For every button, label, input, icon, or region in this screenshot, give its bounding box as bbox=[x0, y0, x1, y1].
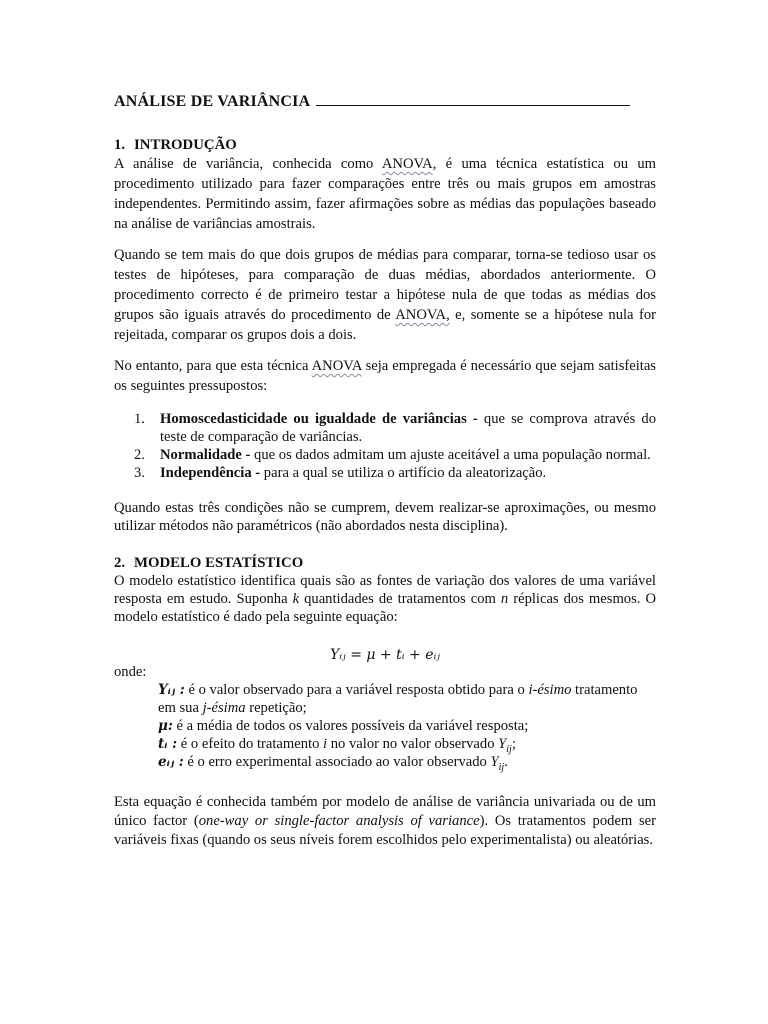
section-heading-2: 2. MODELO ESTATÍSTICO bbox=[114, 555, 304, 571]
anova-term: ANOVA bbox=[311, 358, 362, 374]
intro-paragraph-1: A análise de variância, conhecida como ANOVA, é uma técnica estatística ou um procedimento utilizado para fazer comparações entre três ou mais grupos em amostras independentes. Permitindo assim, fazer afirmações sobre as médias das populações baseado na análise de variâncias amostrais. bbox=[114, 156, 656, 232]
definition-y: Yᵢⱼ : é o valor observado para a variável resposta obtido para o i-ésimo tratamento em sua j-ésima repetição; bbox=[158, 682, 638, 716]
intro-paragraph-2: Quando se tem mais do que dois grupos de médias para comparar, torna-se tedioso usar os testes de hipóteses, para comparação de duas médias, abordados anteriormente. O procedimento correcto é de primeiro testar a hipótese nula de que todas as médias dos grupos são iguais através do procedimento de ANOVA, e, somente se a hipótese nula for rejeitada, comparar os grupos dois a dois. bbox=[114, 247, 656, 343]
model-paragraph-2: Esta equação é conhecida também por modelo de análise de variância univariada ou de um único factor (one-way or single-factor analysis of variance). Os tratamentos podem ser variáveis fixas (quando os seus níveis forem escolhidos pelo experimentalista) ou aleatórias. bbox=[114, 794, 657, 848]
onde-label: onde: bbox=[114, 664, 147, 680]
list-item: 3. Independência - para a qual se utiliza o artifício da aleatorização. bbox=[134, 465, 547, 481]
anova-term: ANOVA, bbox=[395, 307, 450, 323]
section-introducao bbox=[114, 136, 656, 234]
list-item: 2. Normalidade - que os dados admitam um ajuste aceitável a uma população normal. bbox=[134, 447, 651, 463]
model-paragraph-1: O modelo estatístico identifica quais são as fontes de variação dos valores de uma variável resposta em estudo. Suponha k quantidades de tratamentos com n réplicas dos mesmos. O modelo estatístico é dado pela seguinte equação: bbox=[114, 573, 656, 625]
assumptions-list bbox=[114, 410, 656, 482]
section-modelo bbox=[114, 554, 656, 626]
definition-e: eᵢⱼ : é o erro experimental associado ao valor observado $Y_{ij}$. bbox=[158, 754, 508, 773]
model-equation: Yᵢⱼ = μ + tᵢ + eᵢⱼ bbox=[330, 647, 440, 663]
anova-term: ANOVA bbox=[381, 156, 433, 172]
intro-paragraph-3: No entanto, para que esta técnica ANOVA seja empregada é necessário que sejam satisfeitas os seguintes pressupostos: bbox=[114, 358, 656, 394]
title-underline bbox=[316, 104, 630, 106]
list-item: 1. Homoscedasticidade ou igualdade de variâncias - que se comprova através do teste de comparação de variâncias. bbox=[134, 411, 656, 445]
section-heading-1: 1. INTRODUÇÃO bbox=[114, 137, 237, 153]
intro-paragraph-4: Quando estas três condições não se cumprem, devem realizar-se aproximações, ou mesmo utilizar métodos não paramétricos (não abordados nesta disciplina). bbox=[114, 500, 656, 534]
definition-mu: μ: é a média de todos os valores possíveis da variável resposta; bbox=[158, 718, 529, 734]
variable-definitions bbox=[158, 681, 656, 771]
document-title bbox=[114, 93, 630, 111]
definition-t: tᵢ : é o efeito do tratamento i no valor no valor observado $Y_{ij}$; bbox=[158, 736, 516, 755]
title-text: ANÁLISE DE VARIÂNCIA bbox=[114, 93, 311, 110]
